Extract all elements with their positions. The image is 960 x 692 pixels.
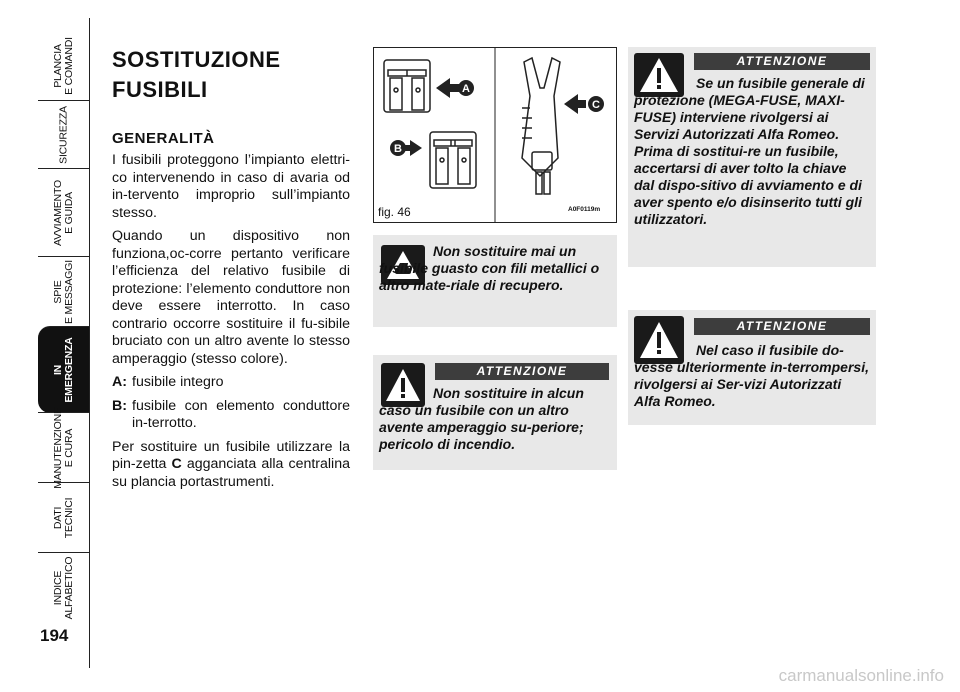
tab-plancia[interactable]	[38, 32, 90, 100]
page-title-line1: SOSTITUZIONE	[112, 47, 281, 72]
tab-label: MANUTENZIONE E CURA	[52, 407, 75, 489]
paragraph-text: agganciata alla centralina su plancia portastrumenti.	[112, 456, 350, 490]
tab-label: IN EMERGENZA	[52, 337, 75, 403]
fuse-figure	[373, 47, 617, 223]
label-c: C	[592, 99, 600, 111]
label-b: B	[394, 143, 402, 155]
fuse-blown-icon	[430, 132, 476, 188]
fuse-intact-icon	[384, 60, 430, 112]
arrow-a-icon	[436, 78, 460, 98]
paragraph: I fusibili proteggono l’impianto elettri-co intervenendo in caso di avaria od in-tervento improprio sull’impianto stesso.	[112, 152, 350, 221]
figure-caption: fig. 46	[378, 205, 411, 219]
arrow-c-icon	[564, 94, 586, 114]
tab-indice[interactable]	[38, 552, 90, 623]
tab-label: AVVIAMENTO E GUIDA	[52, 180, 75, 246]
paragraph-key: C	[171, 456, 182, 472]
warning-text: Non sostituire in alcun caso un fusibile con un altro avente amperaggio su-periore; pericolo di incendio.	[379, 385, 584, 452]
list-item	[112, 374, 350, 392]
tab-emergenza[interactable]	[38, 326, 90, 413]
page-number: 194	[40, 626, 69, 645]
tab-spie[interactable]	[38, 256, 90, 327]
fuse-puller-icon	[522, 58, 560, 194]
warning-text: Se un fusibile generale di protezione (MEGA-FUSE, MAXI-FUSE) interviene rivolgersi ai Servizi Autorizzati Alfa Romeo. Prima di sostitui-re un fusibile, accertarsi di aver tolto la chiave dal dispo-sitivo di avviamento e di aver spento e/o disinserito tutti gli utilizzatori.	[634, 75, 865, 227]
tab-sicurezza[interactable]	[38, 100, 90, 169]
tab-dati-tecnici[interactable]	[38, 482, 90, 553]
warning-box	[628, 310, 876, 425]
fuse-illustration	[374, 48, 616, 222]
figure-code: A0F0119m	[568, 206, 601, 213]
paragraph-text: Per sostituire un fusibile utilizzare la pin-zetta	[112, 438, 350, 472]
warning-box	[628, 47, 876, 267]
item-key: B:	[112, 397, 127, 414]
page-title-line2: FUSIBILI	[112, 77, 208, 102]
note-text-full: Non sostituire mai un fusibile guasto con fili metallici o altro mate-riale di recupero.	[379, 243, 600, 293]
warning-title: ATTENZIONE	[435, 363, 609, 380]
paragraph: Quando un dispositivo non funziona,oc-corre pertanto verificare l’efficienza del relativo fusibile di protezione: l’elemento conduttore non deve essere interrotto. In caso contrario occorre sostituire il fu-sibile bruciato con un altro avente lo stesso amperaggio (stesso colore).	[112, 228, 350, 367]
item-key: A:	[112, 374, 127, 390]
item-text: fusibile integro	[132, 374, 224, 390]
tab-label: INDICE ALFABETICO	[52, 556, 75, 620]
body-text	[112, 152, 350, 497]
tab-avviamento[interactable]	[38, 168, 90, 257]
section-subtitle: GENERALITÀ	[112, 130, 215, 147]
label-a: A	[462, 83, 470, 95]
watermark: carmanualsonline.info	[778, 666, 944, 685]
tab-manutenzione[interactable]	[38, 407, 90, 489]
tab-label: SPIE E MESSAGGI	[52, 260, 75, 324]
note-box	[373, 235, 617, 327]
warning-box	[373, 355, 617, 470]
warning-title: ATTENZIONE	[694, 318, 870, 335]
tab-label: PLANCIA E COMANDI	[52, 37, 75, 95]
list-item	[112, 398, 350, 433]
tab-label: DATI TECNICI	[52, 497, 75, 539]
tab-label: SICUREZZA	[57, 106, 70, 164]
paragraph	[112, 439, 350, 492]
tab-divider	[89, 18, 90, 668]
chapter-tabs	[38, 0, 90, 692]
item-text: fusibile con elemento conduttore in-terrotto.	[132, 397, 350, 431]
arrow-b-icon	[404, 140, 422, 156]
section-header	[112, 45, 357, 105]
warning-title: ATTENZIONE	[694, 53, 870, 70]
warning-text: Nel caso il fusibile do-vesse ulteriormente in-terrompersi, rivolgersi ai Ser-vizi Autorizzati Alfa Romeo.	[634, 342, 869, 409]
